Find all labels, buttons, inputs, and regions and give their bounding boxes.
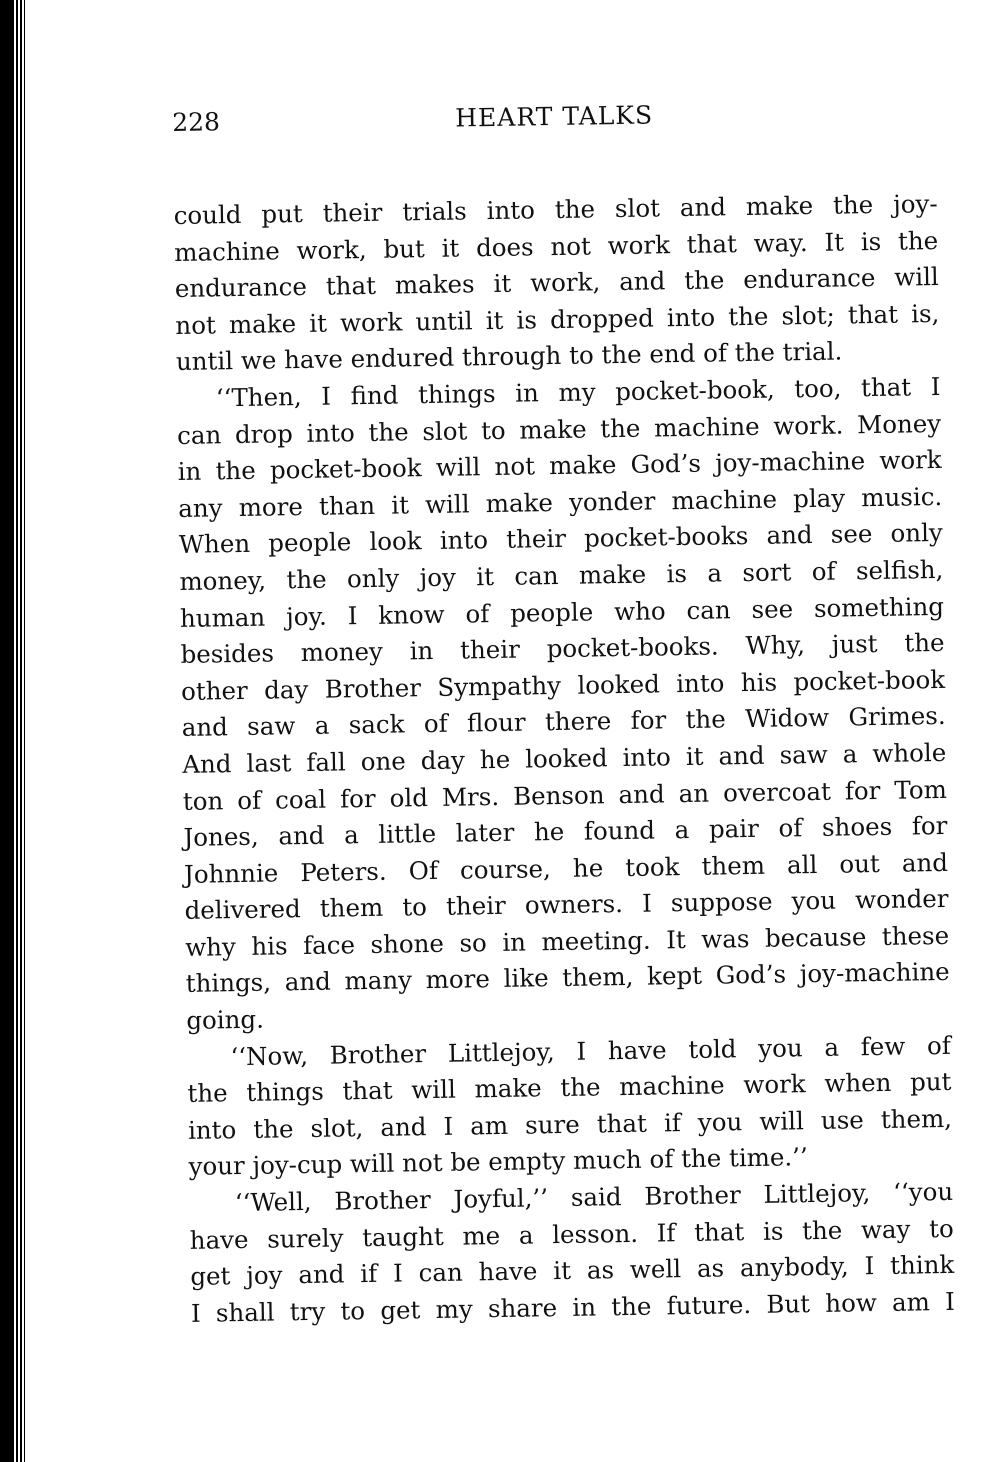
text-line: delivered them to their owners. I suppose you wonder: [184, 884, 949, 926]
page-number: 228: [172, 107, 221, 137]
running-title: HEART TALKS: [455, 100, 654, 133]
text-line: When people look into their pocket-books and see only: [178, 518, 943, 560]
text-line: could put their trials into the slot and make the joy-: [173, 188, 938, 230]
text-line: money, the only joy it can make is a sort of selfish,: [179, 554, 944, 596]
text-line: going.: [186, 1004, 265, 1035]
text-line: other day Brother Sympathy looked into his pocket-book: [180, 664, 946, 706]
text-line: And last fall one day he looked into it and saw a whole: [182, 737, 947, 779]
text-line: ton of coal for old Mrs. Benson and an overcoat for Tom: [182, 774, 948, 816]
text-line: get joy and if I can have it as well as anybody, I think: [190, 1250, 955, 1292]
text-line: have surely taught me a lesson. If that is the way to: [189, 1213, 954, 1255]
text-line: ‘‘Well, Brother Joyful,’’ said Brother Littlejoy, ‘‘you: [188, 1176, 954, 1218]
text-line: your joy-cup will not be empty much of the time.’’: [188, 1142, 808, 1182]
text-line: can drop into the slot to make the machine work. Money: [176, 408, 942, 450]
page-header: [172, 96, 937, 148]
text-line: I shall try to get my share in the future. But how am I: [190, 1286, 956, 1328]
text-line: machine work, but it does not work that way. It is the: [174, 225, 939, 267]
text-line: until we have endured through to the end of the trial.: [175, 336, 843, 377]
book-page: [172, 96, 955, 1332]
page-body-text: [173, 186, 955, 1332]
text-line: in the pocket-book will not make God’s joy-machine work: [177, 445, 942, 487]
text-line: why his face shone so in meeting. It was because these: [184, 920, 950, 962]
text-line: things, and many more like them, kept God’s joy-machine: [185, 957, 950, 999]
text-line: endurance that makes it work, and the endurance will: [174, 262, 939, 304]
text-line: besides money in their pocket-books. Why, just the: [180, 628, 945, 670]
text-line: human joy. I know of people who can see something: [179, 591, 945, 633]
text-line: ‘‘Then, I find things in my pocket-book, too, that I: [176, 371, 941, 413]
text-line: Jones, and a little later he found a pair of shoes for: [183, 811, 948, 853]
page-binding-edge: [0, 0, 40, 1462]
text-line: Johnnie Peters. Of course, he took them all out and: [183, 847, 949, 889]
text-line: any more than it will make yonder machine play music.: [178, 481, 943, 523]
text-line: and saw a sack of flour there for the Widow Grimes.: [181, 701, 946, 743]
text-line: ‘‘Now, Brother Littlejoy, I have told you a few of: [186, 1030, 952, 1072]
text-line: the things that will make the machine work when put: [187, 1067, 952, 1109]
text-line: into the slot, and I am sure that if you will use them,: [187, 1103, 953, 1145]
text-line: not make it work until it is dropped into the slot; that is,: [175, 298, 940, 340]
